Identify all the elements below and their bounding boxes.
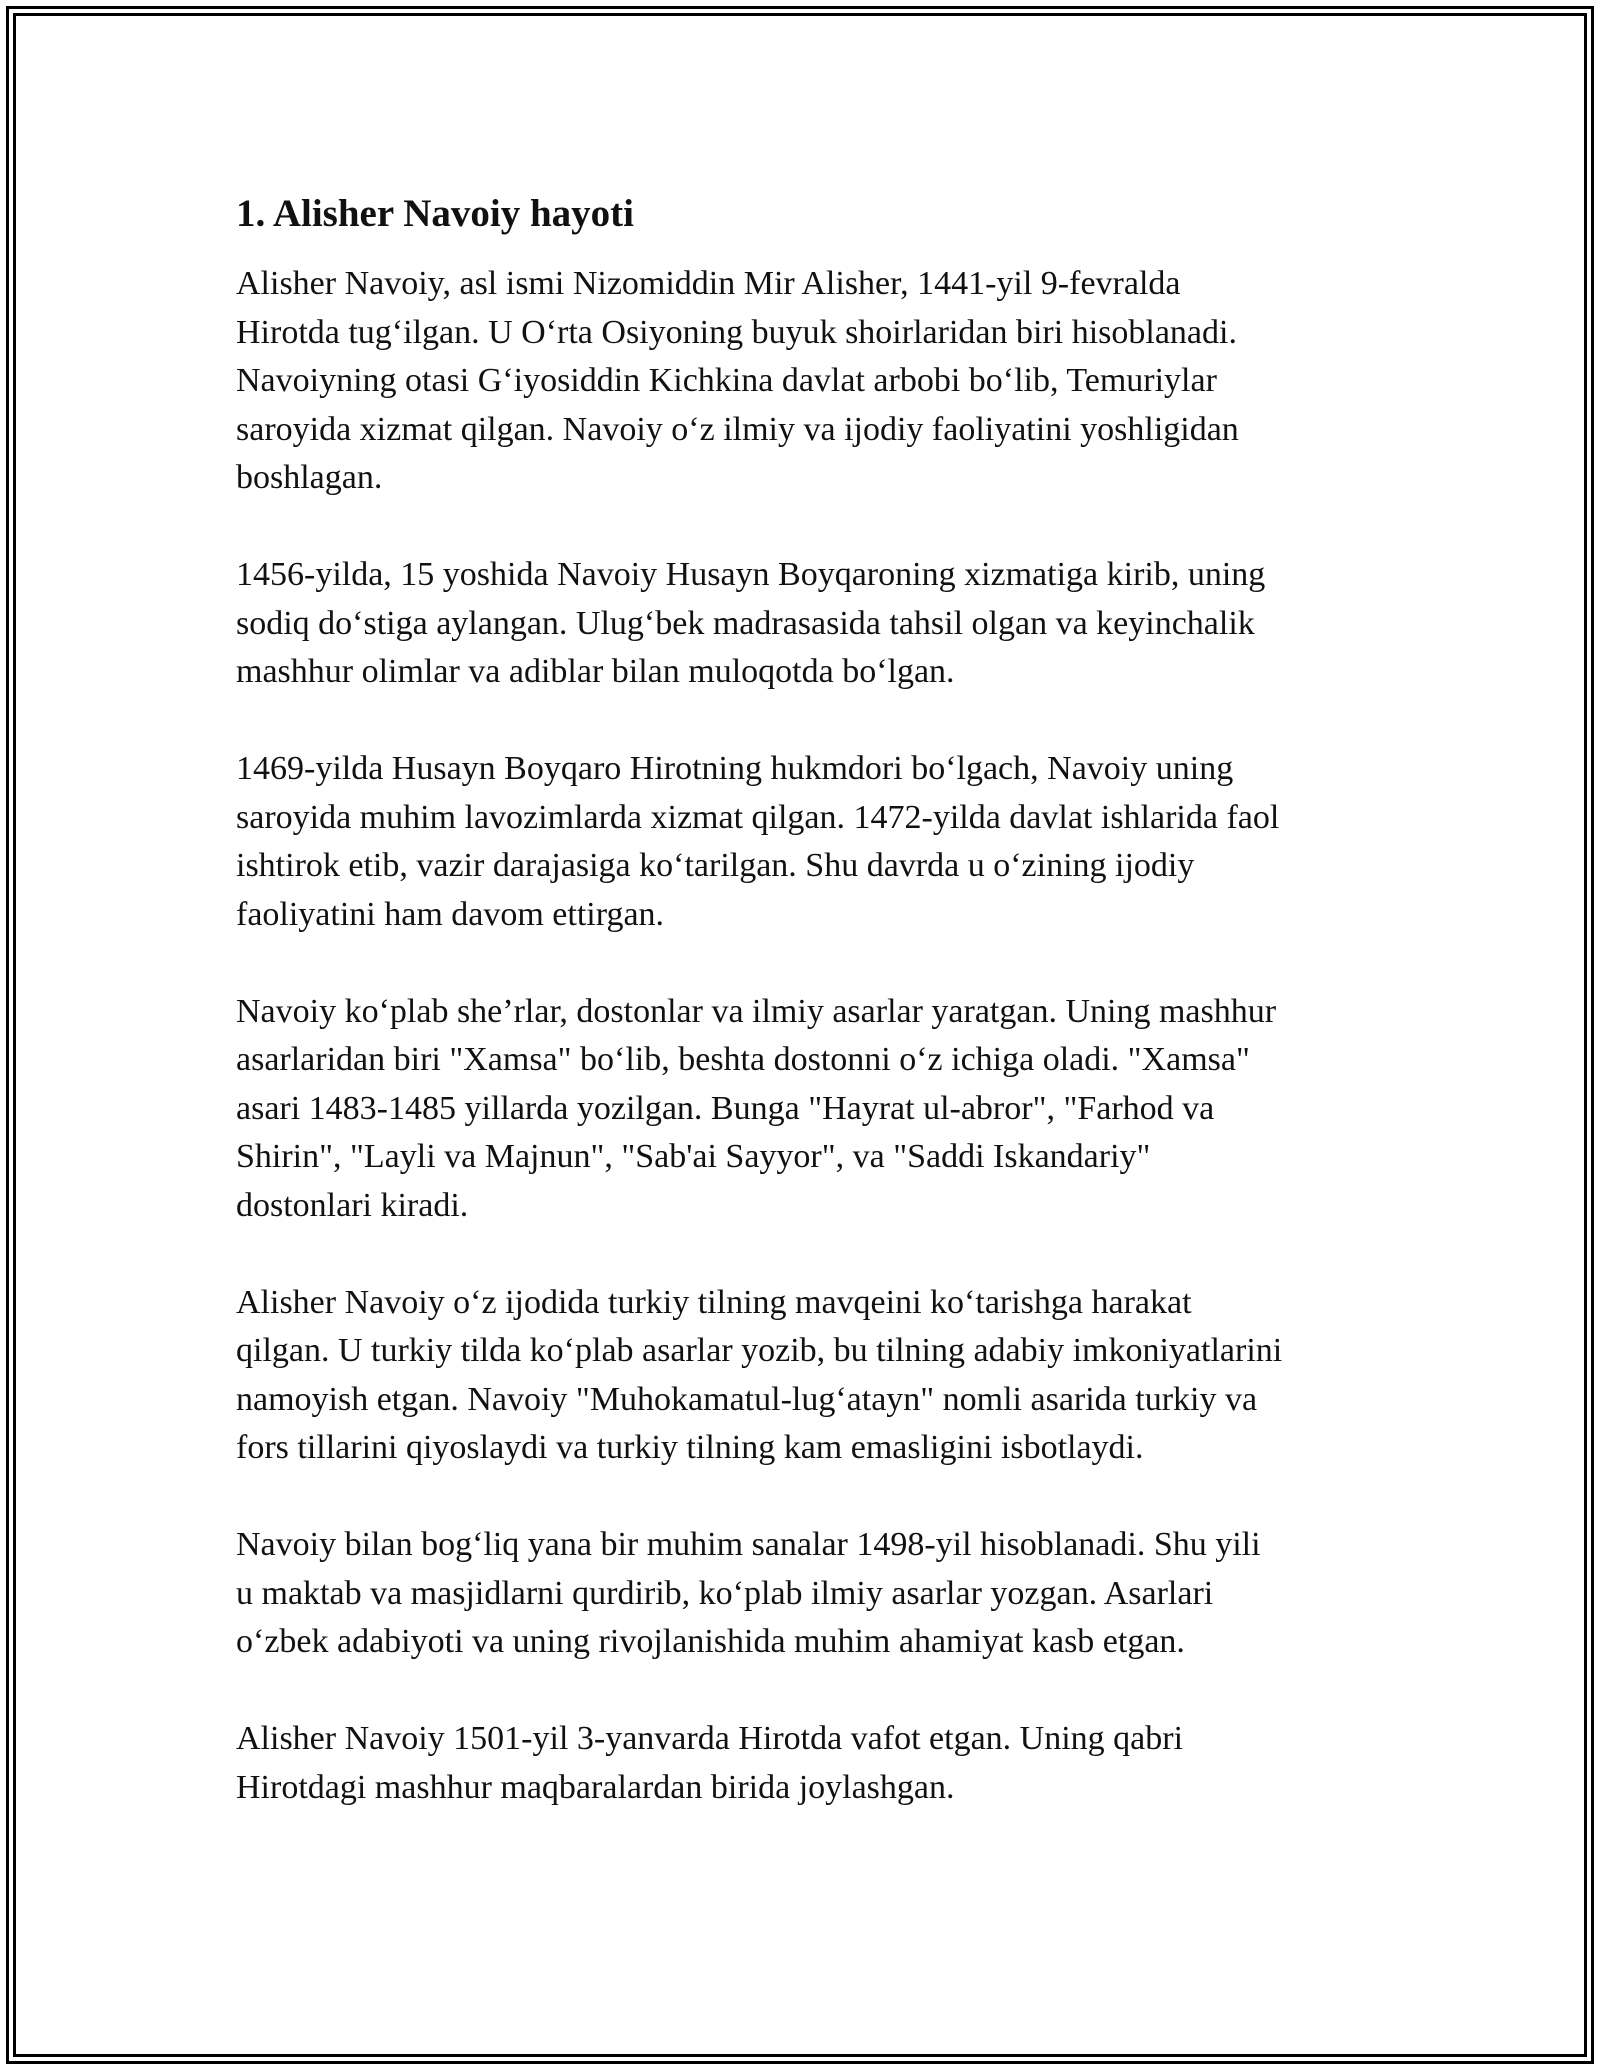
paragraph-service — [236, 551, 1366, 697]
paragraph-1498 — [236, 1521, 1366, 1667]
text-line: qilgan. U turkiy tilda ko‘plab asarlar yozib, bu tilning adabiy imkoniyatlarini — [236, 1332, 1283, 1369]
text-line: Hirotdagi mashhur maqbaralardan birida joylashgan. — [236, 1768, 955, 1806]
paragraph-death — [236, 1715, 1366, 1812]
text-line: Alisher Navoiy o‘z ijodida turkiy tilning mavqeini ko‘tarishga harakat — [236, 1283, 1192, 1321]
text-line: Alisher Navoiy 1501-yil 3-yanvarda Hirotda vafot etgan. Uning qabri — [236, 1720, 1184, 1757]
text-line: 1469-yilda Husayn Boyqaro Hirotning hukmdori bo‘lgach, Navoiy uning — [236, 750, 1234, 787]
text-line: faoliyatini ham davom ettirgan. — [236, 895, 665, 933]
text-line: boshlagan. — [236, 459, 383, 496]
text-line: sodiq do‘stiga aylangan. Ulug‘bek madrasasida tahsil olgan va keyinchalik — [236, 604, 1255, 642]
text-line: asari 1483-1485 yillarda yozilgan. Bunga "Hayrat ul-abror", "Farhod va — [236, 1089, 1215, 1127]
paragraph-language — [236, 1279, 1366, 1473]
text-line: saroyida muhim lavozimlarda xizmat qilgan. 1472-yilda davlat ishlarida faol — [236, 798, 1280, 836]
paragraph-birth — [236, 260, 1366, 503]
paragraph-court — [236, 745, 1366, 939]
paragraph-works — [236, 988, 1366, 1231]
text-line: asarlaridan biri "Xamsa" bo‘lib, beshta dostonni o‘z ichiga oladi. "Xamsa" — [236, 1041, 1250, 1078]
text-line: Hirotda tug‘ilgan. U O‘rta Osiyoning buyuk shoirlaridan biri hisoblanadi. — [236, 313, 1237, 351]
text-line: fors tillarini qiyoslaydi va turkiy tilning kam emasligini isbotlaydi. — [236, 1429, 1144, 1466]
text-line: namoyish etgan. Navoiy "Muhokamatul-lug‘atayn" nomli asarida turkiy va — [236, 1380, 1258, 1418]
text-line: dostonlari kiradi. — [236, 1186, 469, 1224]
document-body — [236, 186, 1366, 1861]
text-line: Alisher Navoiy, asl ismi Nizomiddin Mir Alisher, 1441-yil 9-fevralda — [236, 265, 1181, 302]
section-heading: 1. Alisher Navoiy hayoti — [236, 192, 634, 235]
text-line: o‘zbek adabiyoti va uning rivojlanishida muhim ahamiyat kasb etgan. — [236, 1623, 1185, 1660]
text-line: Navoiy ko‘plab she’rlar, dostonlar va ilmiy asarlar yaratgan. Uning mashhur — [236, 992, 1277, 1030]
text-line: saroyida xizmat qilgan. Navoiy o‘z ilmiy va ijodiy faoliyatini yoshligidan — [236, 410, 1239, 448]
text-line: 1456-yilda, 15 yoshida Navoiy Husayn Boyqaroning xizmatiga kirib, uning — [236, 556, 1266, 593]
text-line: Shirin", "Layli va Majnun", "Sab'ai Sayyor", va "Saddi Iskandariy" — [236, 1138, 1151, 1175]
text-line: mashhur olimlar va adiblar bilan muloqotda bo‘lgan. — [236, 653, 955, 690]
text-line: u maktab va masjidlarni qurdirib, ko‘plab ilmiy asarlar yozgan. Asarlari — [236, 1574, 1214, 1612]
text-line: ishtirok etib, vazir darajasiga ko‘tarilgan. Shu davrda u o‘zining ijodiy — [236, 847, 1195, 884]
text-line: Navoiy bilan bog‘liq yana bir muhim sanalar 1498-yil hisoblanadi. Shu yili — [236, 1526, 1261, 1563]
text-line: Navoiyning otasi G‘iyosiddin Kichkina davlat arbobi bo‘lib, Temuriylar — [236, 362, 1217, 399]
